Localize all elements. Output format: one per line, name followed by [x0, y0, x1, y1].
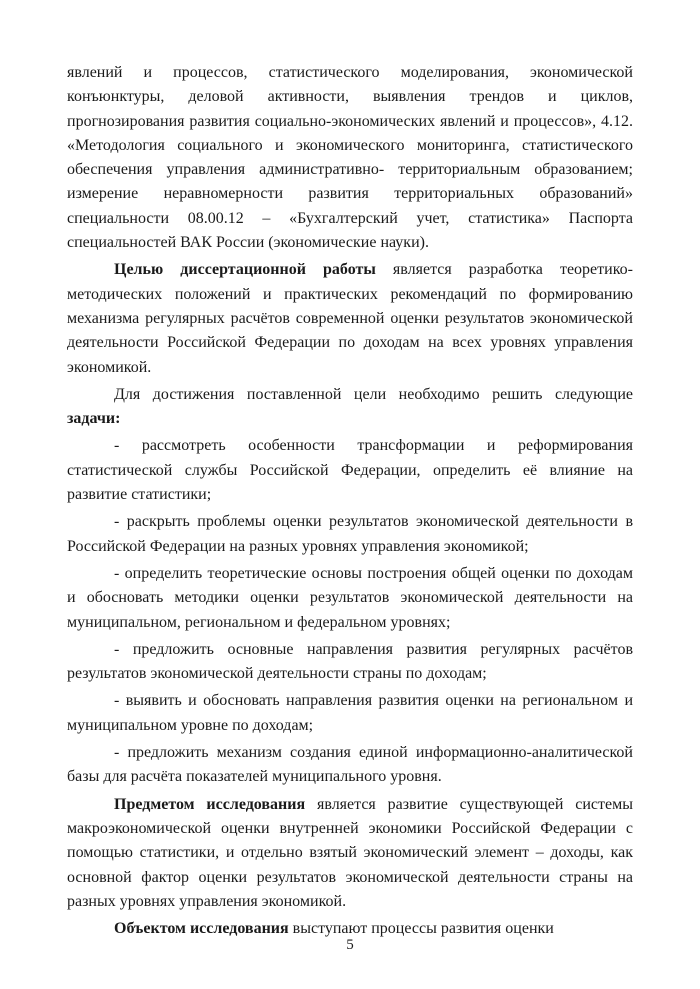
- goal-heading: Целью диссертационной работы: [114, 261, 376, 279]
- goal-text: является разработка теоретико-методических положений и практических рекомендаций по формированию механизма регулярных расчётов современной оценки результатов экономической деятельности Российской Федерации по доходам на всех уровнях управления экономикой.: [67, 261, 633, 376]
- task-item-text: - рассмотреть особенности трансформации и реформирования статистической службы Российской Федерации, определить её влияние на развитие статистики;: [67, 437, 633, 504]
- task-item: [67, 434, 633, 507]
- task-item-text: - предложить основные направления развития регулярных расчётов результатов экономической деятельности страны по доходам;: [67, 640, 633, 683]
- subject-heading: Предметом исследования: [114, 795, 306, 813]
- task-item: [67, 510, 633, 559]
- paragraph-goal: [67, 258, 633, 379]
- task-item-text: - раскрыть проблемы оценки результатов экономической деятельности в Российской Федерации на разных уровнях управления экономикой;: [67, 513, 633, 555]
- paragraph-tasks-intro: [67, 383, 633, 432]
- body-text: [67, 61, 633, 941]
- task-item: [67, 689, 633, 738]
- task-item-text: - определить теоретические основы построения общей оценки по доходам и обосновать методики оценки результатов экономической деятельности на муниципальном, региональном и федеральном уровнях;: [67, 564, 633, 631]
- object-text: выступают процессы развития оценки: [288, 920, 554, 938]
- paragraph-specialty-text: явлений и процессов, статистического моделирования, экономической конъюнктуры, деловой активности, выявления трендов и циклов, прогнозирования развития социально-экономических явлений и процессов», 4.12. «Методология социального и экономического мониторинга, статистического обеспечения управления административно- территориальным образованием; измерение неравномерности развития территориальных образований» специальности 08.00.12 – «Бухгалтерский учет, статистика» Паспорта специальностей ВАК России (экономические науки).: [67, 64, 633, 252]
- task-item-text: - выявить и обосновать направления развития оценки на региональном и муниципальном уровне по доходам;: [67, 692, 633, 734]
- page-number: 5: [346, 937, 354, 953]
- task-item: [67, 638, 633, 687]
- tasks-heading: задачи:: [67, 410, 121, 428]
- paragraph-specialty: [67, 61, 633, 255]
- task-item: [67, 562, 633, 635]
- object-heading: Объектом исследования: [114, 920, 289, 938]
- task-item: [67, 741, 633, 790]
- tasks-intro-text: Для достижения поставленной цели необходимо решить следующие: [114, 385, 633, 403]
- subject-text: является развитие существующей системы макроэкономической оценки внутренней экономики Российской Федерации с помощью статистики, и отдельно взятый экономический элемент – доходы, как основной фактор оценки результатов экономической деятельности страны на разных уровнях управления экономикой.: [67, 795, 633, 910]
- task-item-text: - предложить механизм создания единой информационно-аналитической базы для расчёта показателей муниципального уровня.: [67, 744, 633, 786]
- paragraph-subject: [67, 793, 633, 914]
